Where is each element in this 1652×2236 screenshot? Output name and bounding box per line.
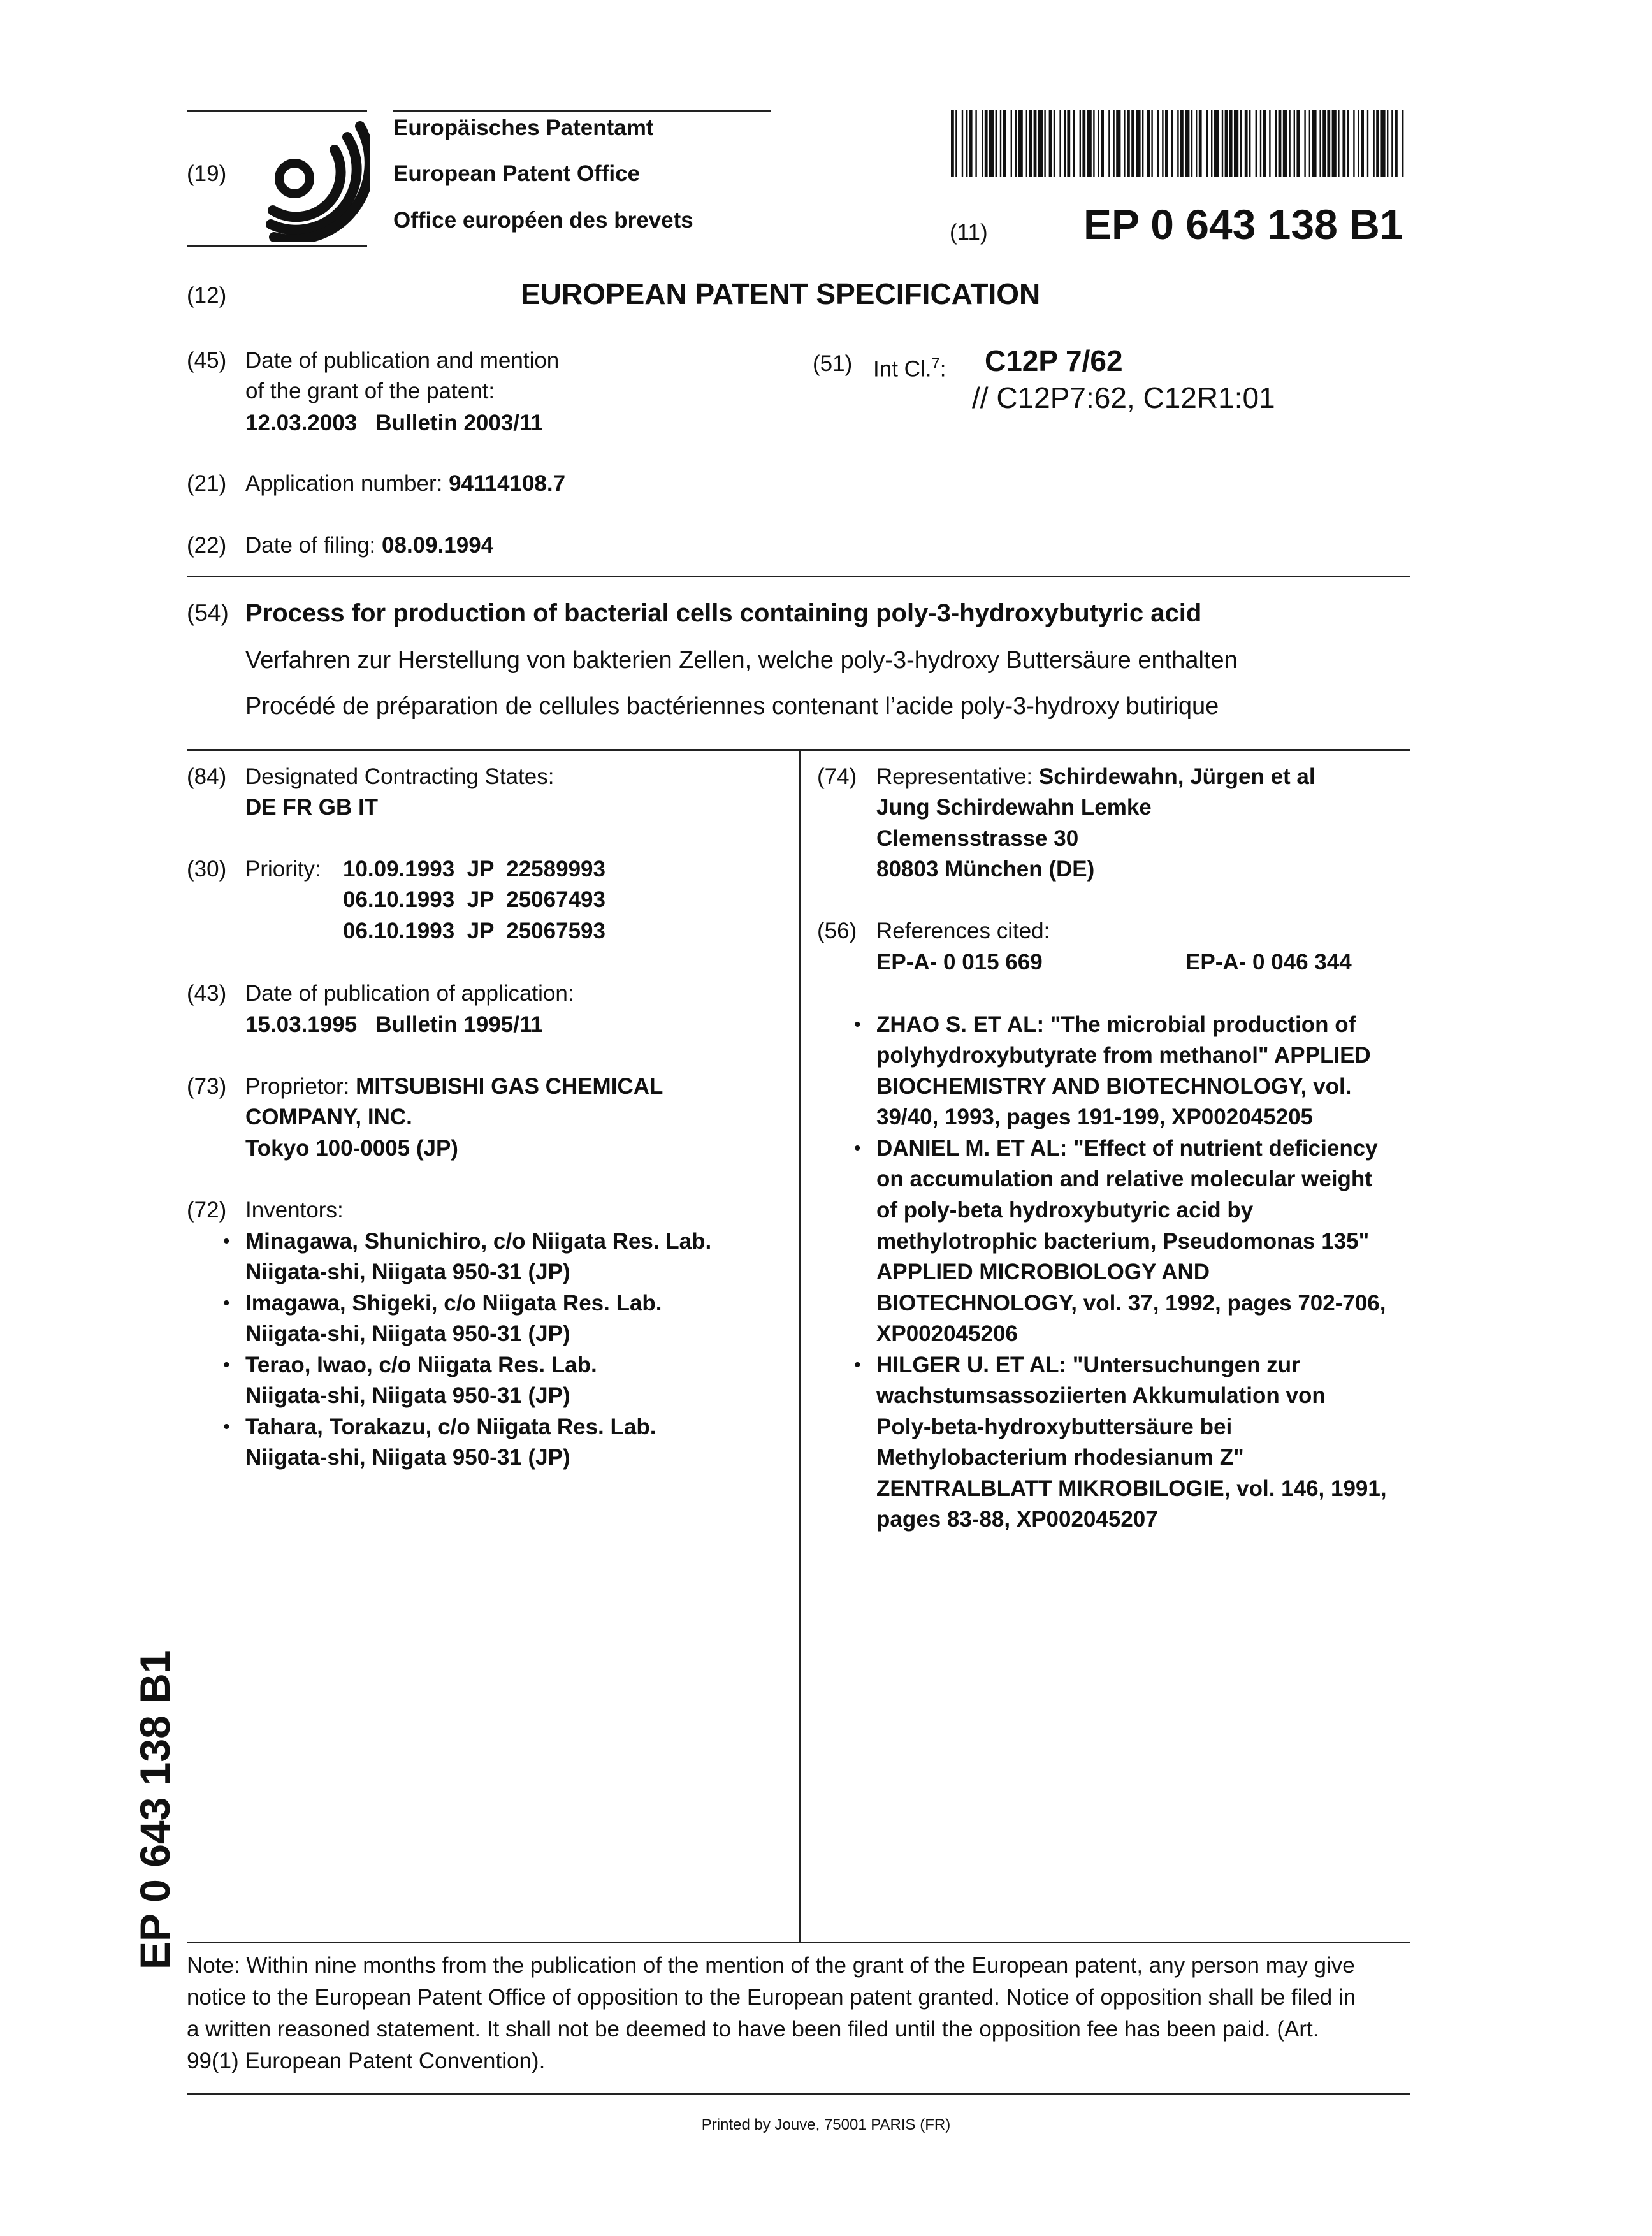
reference-3-line: pages 83-88, XP002045207 xyxy=(876,1507,1158,1532)
inventor-bullet-4: • xyxy=(223,1416,230,1437)
inid-code-51: (51) xyxy=(813,351,853,376)
proprietor xyxy=(245,1071,663,1102)
inid-code-54: (54) xyxy=(187,600,229,626)
office-name-de: Europäisches Patentamt xyxy=(393,115,654,140)
application-number-label: Application number: xyxy=(245,471,443,496)
reference-3-line: ZENTRALBLATT MIKROBILOGIE, vol. 146, 1991, xyxy=(876,1476,1387,1501)
int-cl-label xyxy=(873,349,946,385)
reference-2-line: of poly-beta hydroxybutyric acid by xyxy=(876,1198,1254,1223)
inid-code-45: (45) xyxy=(187,348,227,373)
filing-date-label: Date of filing: xyxy=(245,533,376,558)
reference-2-line: DANIEL M. ET AL: "Effect of nutrient deficiency xyxy=(876,1136,1378,1161)
proprietor-address: Tokyo 100-0005 (JP) xyxy=(245,1136,458,1161)
application-publication-value: 15.03.1995 Bulletin 1995/11 xyxy=(245,1012,543,1037)
reference-1-line: ZHAO S. ET AL: "The microbial production of xyxy=(876,1012,1356,1037)
reference-3-line: Methylobacterium rhodesianum Z" xyxy=(876,1445,1244,1470)
office-name-en: European Patent Office xyxy=(393,161,641,186)
reference-2-line: XP002045206 xyxy=(876,1321,1018,1346)
document-type-title: EUROPEAN PATENT SPECIFICATION xyxy=(521,277,1041,310)
application-publication-label: Date of publication of application: xyxy=(245,981,574,1006)
int-cl-label-text: Int Cl. xyxy=(873,356,932,382)
grant-date-value: 12.03.2003 Bulletin 2003/11 xyxy=(245,410,543,435)
designated-states-value: DE FR GB IT xyxy=(245,795,379,820)
inventor-2-name: Imagawa, Shigeki, c/o Niigata Res. Lab. xyxy=(245,1291,662,1316)
inventor-bullet-3: • xyxy=(223,1354,230,1376)
rule-below-note xyxy=(187,2093,1410,2095)
inid-code-56: (56) xyxy=(817,918,857,943)
grant-date-label-2: of the grant of the patent: xyxy=(245,379,495,403)
inid-code-84: (84) xyxy=(187,764,227,789)
representative-name: Schirdewahn, Jürgen et al xyxy=(1038,764,1315,789)
inid-code-22: (22) xyxy=(187,533,227,558)
inventor-1-name: Minagawa, Shunichiro, c/o Niigata Res. Lab. xyxy=(245,1229,712,1254)
priority-entry-1: 10.09.1993 JP 22589993 xyxy=(343,857,605,882)
filing-date-value: 08.09.1994 xyxy=(382,533,494,558)
reference-3-line: HILGER U. ET AL: "Untersuchungen zur xyxy=(876,1353,1300,1377)
designated-states-label: Designated Contracting States: xyxy=(245,764,554,789)
publication-number: EP 0 643 138 B1 xyxy=(1083,201,1403,248)
application-number xyxy=(245,468,565,499)
reference-2-line: APPLIED MICROBIOLOGY AND xyxy=(876,1260,1210,1284)
note-line-1: Note: Within nine months from the publication of the mention of the grant of the European patent, any person may give xyxy=(187,1953,1355,1978)
int-cl-colon: : xyxy=(939,356,946,382)
rule-above-note xyxy=(187,1942,1410,1943)
proprietor-label: Proprietor: xyxy=(245,1074,350,1099)
inventor-1-address: Niigata-shi, Niigata 950-31 (JP) xyxy=(245,1260,570,1284)
references-label: References cited: xyxy=(876,918,1050,943)
note-line-2: notice to the European Patent Office of opposition to the European patent granted. Notice of opposition shall be filed in xyxy=(187,1985,1356,2010)
proprietor-name-1: MITSUBISHI GAS CHEMICAL xyxy=(356,1074,663,1099)
representative-street: Clemensstrasse 30 xyxy=(876,826,1079,851)
inventor-3-address: Niigata-shi, Niigata 950-31 (JP) xyxy=(245,1383,570,1408)
barcode xyxy=(950,110,1405,177)
int-cl-main: C12P 7/62 xyxy=(985,344,1123,377)
priority-entry-3: 06.10.1993 JP 25067593 xyxy=(343,918,605,943)
inventor-2-address: Niigata-shi, Niigata 950-31 (JP) xyxy=(245,1321,570,1346)
rule-below-title xyxy=(187,749,1410,751)
inventor-4-name: Tahara, Torakazu, c/o Niigata Res. Lab. xyxy=(245,1414,656,1439)
priority-entry-2: 06.10.1993 JP 25067493 xyxy=(343,887,605,912)
inventor-3-name: Terao, Iwao, c/o Niigata Res. Lab. xyxy=(245,1353,597,1377)
column-divider xyxy=(799,749,801,1942)
inid-code-73: (73) xyxy=(187,1074,227,1099)
title-german: Verfahren zur Herstellung von bakterien Zellen, welche poly-3-hydroxy Buttersäure enthalten xyxy=(245,647,1238,674)
representative-city: 80803 München (DE) xyxy=(876,857,1095,882)
reference-1-line: 39/40, 1993, pages 191-199, XP002045205 xyxy=(876,1105,1313,1129)
reference-1-line: BIOCHEMISTRY AND BIOTECHNOLOGY, vol. xyxy=(876,1074,1352,1099)
reference-bullet-3: • xyxy=(854,1354,861,1376)
epo-logo-icon xyxy=(261,115,370,242)
title-french: Procédé de préparation de cellules bactériennes contenant l’acide poly-3-hydroxy butirique xyxy=(245,693,1219,720)
header-bottom-rule-left xyxy=(187,245,367,247)
reference-3-line: Poly-beta-hydroxybuttersäure bei xyxy=(876,1414,1233,1439)
reference-3-line: wachstumsassoziierten Akkumulation von xyxy=(876,1383,1326,1408)
rule-above-title xyxy=(187,576,1410,577)
inventor-bullet-2: • xyxy=(223,1293,230,1314)
printer-footer: Printed by Jouve, 75001 PARIS (FR) xyxy=(701,2116,951,2133)
filing-date xyxy=(245,530,493,561)
inventors-label: Inventors: xyxy=(245,1198,344,1223)
header-top-rule-right xyxy=(393,110,771,112)
reference-patent-2: EP-A- 0 046 344 xyxy=(1185,950,1352,975)
int-cl-secondary: // C12P7:62, C12R1:01 xyxy=(972,381,1275,414)
office-name-fr: Office européen des brevets xyxy=(393,208,693,233)
reference-1-line: polyhydroxybutyrate from methanol" APPLIED xyxy=(876,1043,1371,1068)
priority-label: Priority: xyxy=(245,857,321,882)
inventor-4-address: Niigata-shi, Niigata 950-31 (JP) xyxy=(245,1445,570,1470)
int-cl-edition: 7 xyxy=(931,355,940,372)
reference-bullet-2: • xyxy=(854,1138,861,1159)
reference-2-line: on accumulation and relative molecular weight xyxy=(876,1166,1372,1191)
inid-code-30: (30) xyxy=(187,857,227,882)
reference-patent-1: EP-A- 0 015 669 xyxy=(876,950,1043,975)
inid-code-43: (43) xyxy=(187,981,227,1006)
proprietor-name-2: COMPANY, INC. xyxy=(245,1105,412,1129)
note-line-3: a written reasoned statement. It shall not be deemed to have been filed until the opposition fee has been paid. (Art. xyxy=(187,2017,1319,2042)
title-english: Process for production of bacterial cells containing poly-3-hydroxybutyric acid xyxy=(245,599,1202,627)
reference-2-line: BIOTECHNOLOGY, vol. 37, 1992, pages 702-706, xyxy=(876,1291,1386,1316)
reference-2-line: methylotrophic bacterium, Pseudomonas 135" xyxy=(876,1229,1370,1254)
grant-date-label-1: Date of publication and mention xyxy=(245,348,560,373)
side-publication-number: EP 0 643 138 B1 xyxy=(131,1650,178,1970)
inid-code-11: (11) xyxy=(950,220,988,245)
note-line-4: 99(1) European Patent Convention). xyxy=(187,2049,546,2073)
inid-code-12: (12) xyxy=(187,283,227,308)
inventor-bullet-1: • xyxy=(223,1231,230,1252)
reference-bullet-1: • xyxy=(854,1014,861,1035)
inid-code-72: (72) xyxy=(187,1198,227,1223)
application-number-value: 94114108.7 xyxy=(449,471,566,496)
representative xyxy=(876,762,1315,792)
inid-code-19: (19) xyxy=(187,161,227,186)
header-top-rule-left xyxy=(187,110,367,112)
inid-code-21: (21) xyxy=(187,471,227,496)
inid-code-74: (74) xyxy=(817,764,857,789)
representative-label: Representative: xyxy=(876,764,1033,789)
representative-firm: Jung Schirdewahn Lemke xyxy=(876,795,1152,820)
